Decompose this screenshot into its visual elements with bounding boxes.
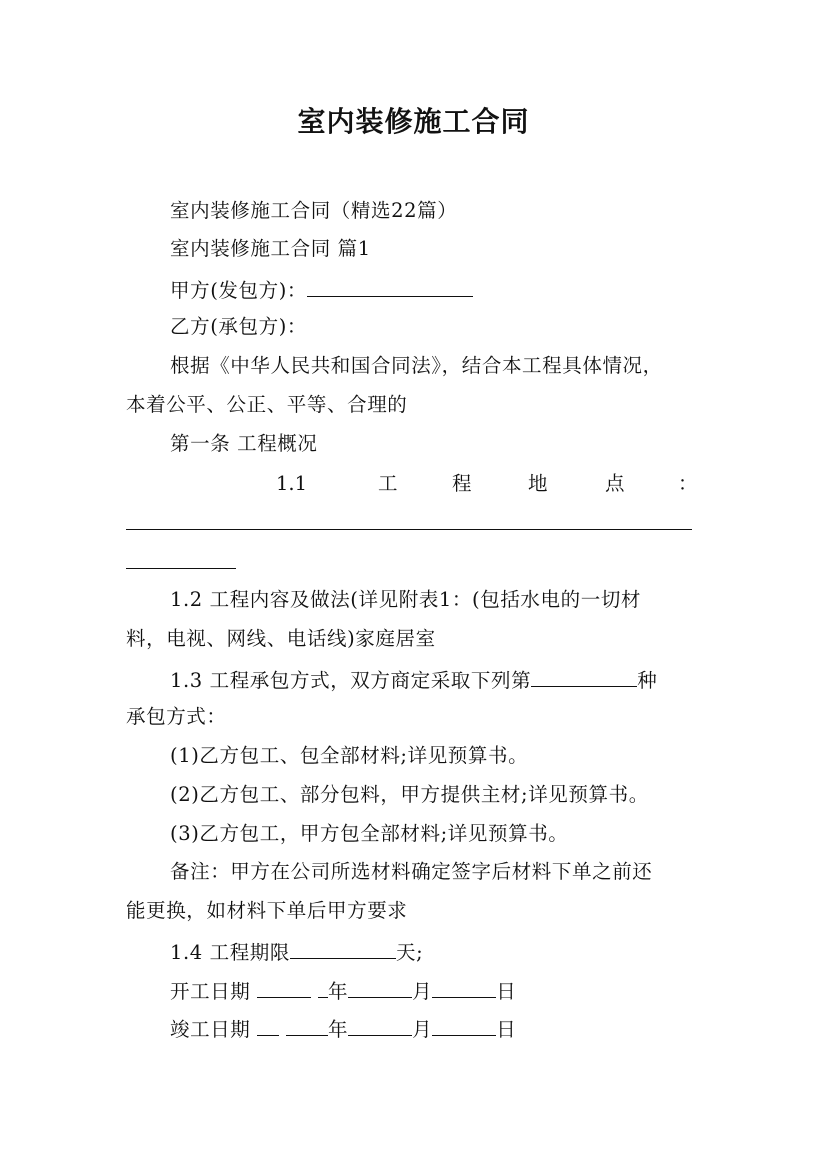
item-1-3-text: 1.3 工程承包方式，双方商定采取下列第 <box>170 669 532 692</box>
item-1-4-suffix: 天; <box>396 941 424 964</box>
section-title: 室内装修施工合同 篇1 <box>170 237 371 260</box>
start-month-blank <box>348 975 412 998</box>
start-day-blank <box>432 975 496 998</box>
note-line-1: 备注：甲方在公司所选材料确定签字后材料下单之前还 <box>170 860 653 883</box>
party-a-label: 甲方(发包方)： <box>170 279 308 302</box>
item-1-4-text: 1.4 工程期限 <box>170 941 291 964</box>
end-date-label: 竣工日期 <box>170 1018 251 1041</box>
item-1-3-blank <box>531 664 637 687</box>
item-1-2-line-2: 料，电视、网线、电话线)家庭居室 <box>126 627 436 650</box>
start-date-blank <box>257 975 311 998</box>
period-blank <box>290 936 396 959</box>
day-label: 日 <box>496 980 517 1003</box>
year-label: 年 <box>328 980 349 1003</box>
item-1-3-line-1 <box>170 664 657 695</box>
month-label: 月 <box>412 1018 433 1041</box>
item-1-1-char: 地 <box>528 472 548 495</box>
start-date-line <box>170 975 516 1006</box>
item-1-1-char: 工 <box>378 472 398 495</box>
start-date-label: 开工日期 <box>170 980 251 1003</box>
day-label: 日 <box>496 1018 517 1041</box>
end-date-blank <box>286 1013 328 1036</box>
item-1-1-char: ： <box>678 472 698 495</box>
address-blank-line <box>126 529 692 530</box>
month-label: 月 <box>412 980 433 1003</box>
item-1-1-number: 1.1 <box>276 472 308 495</box>
party-b-label: 乙方(承包方)： <box>170 315 308 338</box>
party-a-blank <box>307 274 473 297</box>
item-1-3-suffix: 种 <box>637 669 658 692</box>
end-date-blank <box>257 1013 279 1036</box>
option-1: (1)乙方包工、包全部材料;详见预算书。 <box>170 744 529 767</box>
item-1-1-char: 程 <box>452 472 472 495</box>
preamble-line-1: 根据《中华人民共和国合同法》，结合本工程具体情况， <box>170 354 663 377</box>
preamble-line-2: 本着公平、公正、平等、合理的 <box>126 393 408 416</box>
end-date-line <box>170 1013 516 1044</box>
item-1-3-line-2: 承包方式： <box>126 705 227 728</box>
article-1-heading: 第一条 工程概况 <box>170 432 318 455</box>
party-a-line <box>170 274 473 305</box>
end-month-blank <box>348 1013 412 1036</box>
end-day-blank <box>432 1013 496 1036</box>
start-date-blank <box>318 975 328 998</box>
note-line-2: 能更换，如材料下单后甲方要求 <box>126 899 408 922</box>
option-2: (2)乙方包工、部分包料，甲方提供主材;详见预算书。 <box>170 783 649 806</box>
document-subtitle: 室内装修施工合同（精选22篇） <box>170 199 458 222</box>
document-title: 室内装修施工合同 <box>297 105 530 138</box>
option-3: (3)乙方包工，甲方包全部材料;详见预算书。 <box>170 822 569 845</box>
item-1-1-char: 点 <box>605 472 625 495</box>
address-blank-line <box>126 568 236 569</box>
year-label: 年 <box>328 1018 349 1041</box>
item-1-4-line <box>170 936 423 967</box>
item-1-2-line-1: 1.2 工程内容及做法(详见附表1：(包括水电的一切材 <box>170 588 642 611</box>
